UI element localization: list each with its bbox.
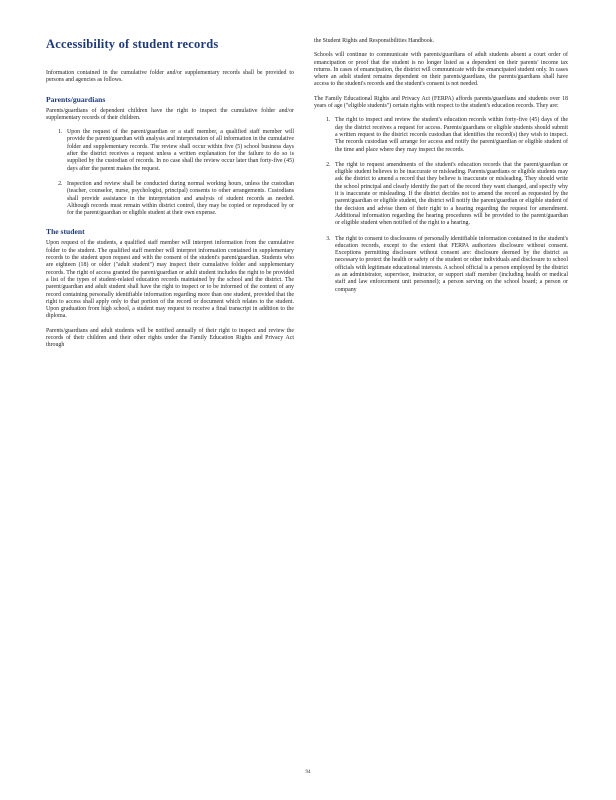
ferpa-right-item-2: 2. The right to request amendments of the student's education records that the parent/guardian or eligible student believes to be inaccurate or misleading. Parents/guardians or eligible students may ask the district to amend a record that they believe is inaccurate or misleading. They should write the school principal and clearly identify the part of the record they want changed, and specify why it is inaccurate or misleading. If the district decides not to amend the record as requested by the parent/guardian or eligible student, the district will notify the parent/guardian or eligible student of the decision and advise them of their right to a hearing regarding the request for amendment. Additional information regarding the hearing procedures will be provided to the parent/guardian or eligible student when notified of the right to a hearing.	[332, 162, 568, 228]
ferpa-right-item-1: 1. The right to inspect and review the student's education records within forty-five (45) days of the day the district receives a request for access. Parents/guardians or eligible students should submit a written request to the district records custodian that identifies the record(s) they wish to inspect. The records custodian will arrange for access and notify the parent/guardian or eligible student of the time and place where they may inspect the records.	[332, 117, 568, 153]
student-heading: The student	[46, 227, 85, 237]
parents-list	[46, 129, 294, 217]
page-number: 94	[305, 770, 311, 775]
page-title: Accessibility of student records	[46, 37, 219, 51]
parents-list-item-2: 2. Inspection and review shall be conducted during normal working hours, unless the custodian (teacher, counselor, nurse, psychologist, principal) consents to other arrangements. Custodians shall provide assistance in the interpretation and analysis of student records as needed. Although records must remain within district control, they may be copied or reproduced by or for the parent/guardian or eligible student at their own expense.	[64, 181, 294, 217]
student-paragraph-1: Upon request of the students, a qualified staff member will interpret information from the cumulative folder to the student. The qualified staff member will interpret information contained in supplementary records to the student upon request and with the consent of the student's parent/guardian. Students who are eighteen (18) or older ("adult student") may inspect their cumulative folder and supplementary records. The right of access granted the parent/guardian or adult student includes the right to be provided a list of the types of student-related education records maintained by the school and the district. The parent/guardian and adult student shall have the right to inspect or to be informed of the content of any record containing personally identifiable information regarding more than one student, provided that the right to access shall apply only to that portion of the record or document which relates to the student. Upon graduation from high school, a student may request to receive a final transcript in addition to the diploma.	[46, 240, 294, 320]
ferpa-right-item-3: 3. The right to consent to disclosures of personally identifiable information contained in the student's education records, except to the extent that FERPA authorizes disclosure without consent. Exceptions permitting disclosure without consent are: disclosure deemed by the district as necessary to protect the health or safety of the student or other individuals and disclosure to school officials with legitimate educational interests. A school official is a person employed by the district as an administrator, supervisor, instructor, or support staff member (including health or medical staff and law enforcement unit personnel); a person serving on the school board; a person or company	[332, 236, 568, 294]
intro-paragraph: Information contained in the cumulative folder and/or supplementary records shall be provided to persons and agencies as follows.	[46, 70, 294, 84]
right-column	[314, 38, 568, 302]
continued-paragraph: the Student Rights and Responsibilities Handbook.	[314, 38, 435, 44]
emancipation-paragraph: Schools will continue to communicate with parents/guardians of adult students absent a court order of emancipation or proof that the student is no longer listed as a dependent on their parents' income tax returns. In cases of emancipation, the district will communicate with the emancipated student only. In cases where an adult student remains dependent on their parents/guardians, the parents/guardians shall have access to the student's records and the student's consent is not needed.	[314, 52, 568, 88]
parents-paragraph: Parents/guardians of dependent children have the right to inspect the cumulative folder and/or supplementary records of their children.	[46, 107, 294, 121]
student-paragraph-2: Parents/guardians and adult students will be notified annually of their right to inspect and review the records of their children and their other rights under the Family Education Rights and Privacy Act through	[46, 327, 294, 349]
ferpa-rights-list	[314, 117, 568, 294]
left-column	[46, 30, 294, 357]
ferpa-paragraph: The Family Educational Rights and Privacy Act (FERPA) affords parents/guardians and students over 18 years of age ("eligible students") certain rights with respect to the student's education records. They are:	[314, 95, 568, 110]
parents-list-item-1: 1. Upon the request of the parent/guardian or a staff member, a qualified staff member will provide the parent/guardian with analysis and interpretation of all information in the cumulative folder and supplementary records. The review shall occur within five (5) school business days after the district receives a request unless a written explanation for the failure to do so is supplied by the custodian of records. In no case shall the review occur later than forty-five (45) days after the parent makes the request.	[64, 129, 294, 173]
parents-heading: Parents/guardians	[46, 94, 106, 104]
